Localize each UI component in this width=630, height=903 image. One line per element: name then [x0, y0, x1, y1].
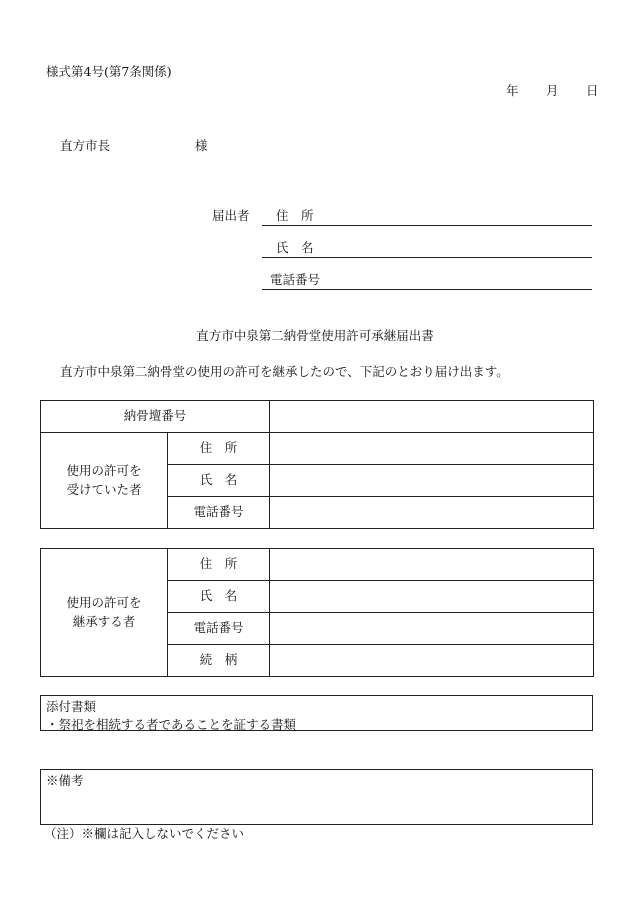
successor-address-field[interactable]	[270, 549, 594, 581]
attachments-box	[40, 695, 593, 731]
applicant-phone-line[interactable]	[262, 289, 592, 290]
applicant-name-line[interactable]	[262, 257, 592, 258]
successor-relationship-field[interactable]	[270, 645, 594, 677]
previous-holder-address-label: 住 所	[168, 433, 270, 465]
attachments-item: ・祭祀を相続する者であることを証する書類	[46, 717, 297, 733]
successor-name-label: 氏 名	[168, 581, 270, 613]
successor-label-line2: 継承する者	[72, 613, 136, 629]
document-title: 直方市中泉第二納骨堂使用許可承継届出書	[196, 328, 434, 343]
applicant-address-label: 住 所	[276, 208, 314, 223]
addressee-honorific: 様	[195, 138, 208, 153]
previous-holder-label-line1: 使用の許可を	[66, 462, 142, 478]
previous-holder-phone-field[interactable]	[270, 497, 594, 529]
previous-holder-name-field[interactable]	[270, 465, 594, 497]
successor-phone-field[interactable]	[270, 613, 594, 645]
successor-relationship-label: 続 柄	[168, 645, 270, 677]
form-number: 様式第4号(第7条関係)	[46, 64, 172, 79]
applicant-label: 届出者	[212, 208, 250, 223]
remarks-box[interactable]	[40, 769, 593, 825]
urn-number-field[interactable]	[270, 401, 594, 433]
applicant-phone-label: 電話番号	[270, 272, 321, 287]
addressee-name: 直方市長	[60, 138, 111, 153]
successor-name-field[interactable]	[270, 581, 594, 613]
successor-table	[40, 548, 594, 677]
previous-holder-address-field[interactable]	[270, 433, 594, 465]
body-text: 直方市中泉第二納骨堂の使用の許可を継承したので、下記のとおり届け出ます。	[60, 364, 509, 379]
note-text: （注）※欄は記入しないでください	[44, 826, 245, 841]
attachments-title: 添付書類	[46, 699, 97, 714]
applicant-name-label: 氏 名	[276, 240, 314, 255]
previous-holder-table	[40, 400, 594, 529]
date-year-label: 年	[506, 83, 519, 98]
previous-holder-phone-label: 電話番号	[168, 497, 270, 529]
date-month-label: 月	[546, 83, 559, 98]
previous-holder-label	[41, 433, 168, 529]
previous-holder-name-label: 氏 名	[168, 465, 270, 497]
urn-number-label: 納骨壇番号	[41, 401, 270, 433]
previous-holder-label-line2: 受けていた者	[66, 481, 142, 497]
applicant-address-line[interactable]	[262, 225, 592, 226]
date-day-label: 日	[586, 83, 599, 98]
successor-phone-label: 電話番号	[168, 613, 270, 645]
successor-label-line1: 使用の許可を	[66, 594, 142, 610]
remarks-title: ※備考	[46, 773, 84, 788]
successor-label	[41, 549, 168, 677]
successor-address-label: 住 所	[168, 549, 270, 581]
